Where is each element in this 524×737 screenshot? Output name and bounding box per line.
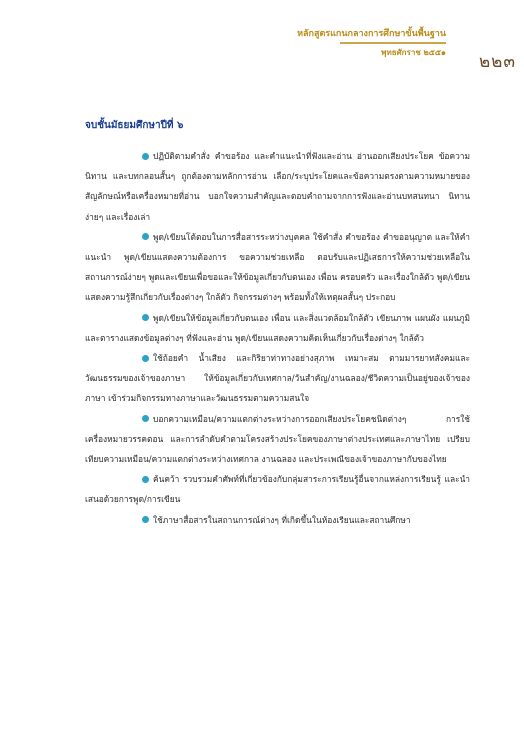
list-item xyxy=(85,348,470,409)
bullet-icon xyxy=(142,355,149,362)
list-item xyxy=(85,510,470,530)
list-item-text: พูด/เขียนให้ข้อมูลเกี่ยวกับตนเอง เพื่อน และสิ่งแวดล้อมใกล้ตัว เขียนภาพ แผนผัง แผนภูมิ และตารางแสดงข้อมูลต่างๆ ที่ฟังและอ่าน พูด/เขียนแสดงความคิดเห็นเกี่ยวกับเรื่องต่างๆ ใกล้ตัว xyxy=(85,312,470,343)
list-item-text: บอกความเหมือน/ความแตกต่างระหว่างการออกเสียงประโยคชนิดต่างๆ การใช้เครื่องหมายวรรคตอน และการลำดับคำตามโครงสร้างประโยคของภาษาต่างประเทศและภาษาไทย เปรียบเทียบความเหมือน/ความแตกต่างระหว่างเทศกาล งานฉลอง และประเพณีของเจ้าของภาษากับของไทย xyxy=(85,413,470,465)
bullet-icon xyxy=(142,314,149,321)
list-item-text: ปฏิบัติตามคำสั่ง คำขอร้อง และคำแนะนำที่ฟังและอ่าน อ่านออกเสียงประโยค ข้อความ นิทาน และบทกลอนสั้นๆ ถูกต้องตามหลักการอ่าน เลือก/ระบุประโยคและข้อความตรงตามความหมายของสัญลักษณ์หรือเครื่องหมายที่อ่าน บอกใจความสำคัญและตอบคำถามจากการฟังและอ่านบทสนทนา นิทานง่ายๆ และเรื่องเล่า xyxy=(85,151,470,222)
header-title: หลักสูตรแกนกลางการศึกษาขั้นพื้นฐาน xyxy=(297,29,446,39)
section-heading: จบชั้นมัธยมศึกษาปีที่ ๖ xyxy=(85,120,184,131)
list-item xyxy=(85,409,470,470)
page-header xyxy=(0,22,524,72)
header-subtitle: พุทธศักราช ๒๕๕๑ xyxy=(381,48,446,57)
list-item xyxy=(85,469,470,509)
bullet-icon xyxy=(142,415,149,422)
list-item-text: ค้นคว้า รวบรวมคำศัพท์ที่เกี่ยวข้องกับกลุ่มสาระการเรียนรู้อื่นจากแหล่งการเรียนรู้ และนำเสนอด้วยการพูด/การเขียน xyxy=(85,474,470,505)
bullet-icon xyxy=(142,516,149,523)
list-item-text: พูด/เขียนโต้ตอบในการสื่อสารระหว่างบุคคล ใช้คำสั่ง คำขอร้อง คำขออนุญาต และให้คำแนะนำ พูด/เขียนแสดงความต้องการ ขอความช่วยเหลือ ตอบรับและปฏิเสธการให้ความช่วยเหลือในสถานการณ์ง่ายๆ พูดและเขียนเพื่อขอและให้ข้อมูลเกี่ยวกับตนเอง เพื่อน ครอบครัว และเรื่องใกล้ตัว พูด/เขียนแสดงความรู้สึกเกี่ยวกับเรื่องต่างๆ ใกล้ตัว กิจกรรมต่างๆ พร้อมทั้งให้เหตุผลสั้นๆ ประกอบ xyxy=(85,231,470,303)
bullet-icon xyxy=(142,153,149,160)
list-item xyxy=(85,308,470,348)
page-content xyxy=(85,118,470,530)
list-item xyxy=(85,227,470,308)
list-item-text: ใช้ถ้อยคำ น้ำเสียง และกิริยาท่าทางอย่างสุภาพ เหมาะสม ตามมารยาทสังคมและวัฒนธรรมของเจ้าของภาษา ให้ข้อมูลเกี่ยวกับเทศกาล/วันสำคัญ/งานฉลอง/ชีวิตความเป็นอยู่ของเจ้าของภาษา เข้าร่วมกิจกรรมทางภาษาและวัฒนธรรมตามความสนใจ xyxy=(85,353,470,404)
header-rule xyxy=(340,42,446,44)
bullet-icon xyxy=(142,233,149,240)
list-item xyxy=(85,146,470,227)
list-item-text: ใช้ภาษาสื่อสารในสถานการณ์ต่างๆ ที่เกิดขึ้นในห้องเรียนและสถานศึกษา xyxy=(153,514,411,525)
bullet-icon xyxy=(142,476,149,483)
page-number: ๒๒๓ xyxy=(478,52,516,72)
